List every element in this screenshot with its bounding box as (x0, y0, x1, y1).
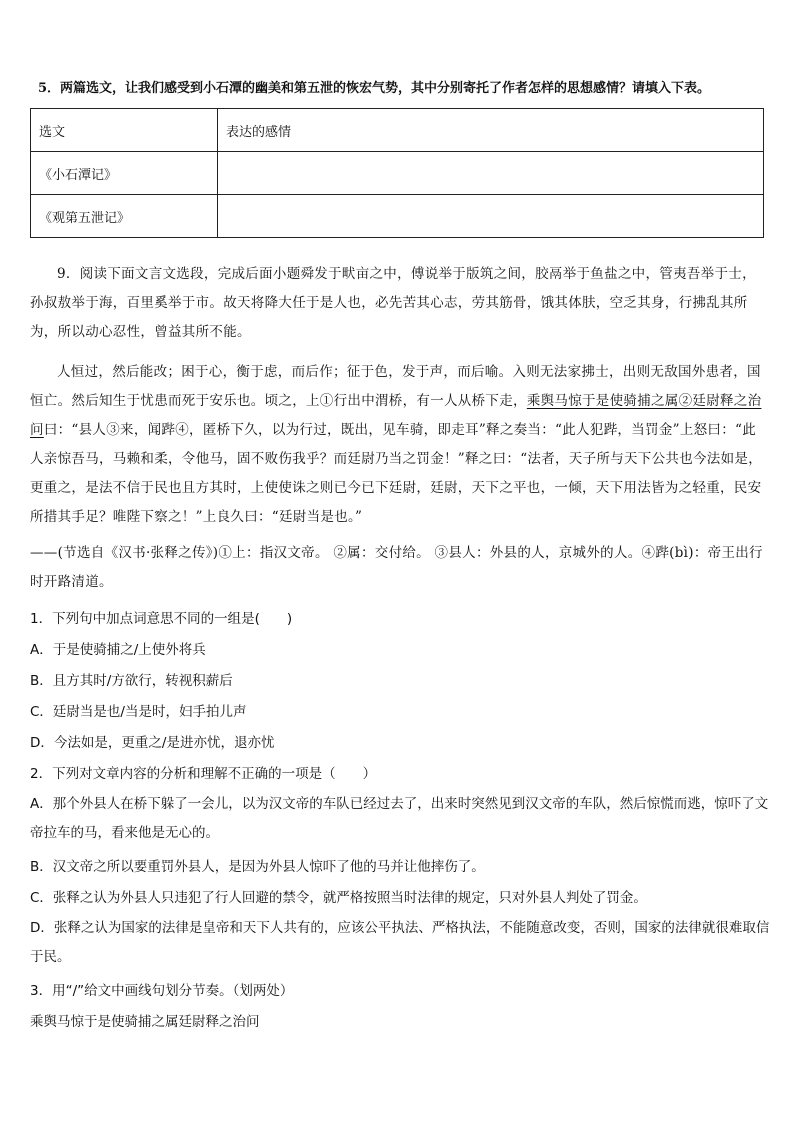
question-5-stem: 5．两篇选文，让我们感受到小石潭的幽美和第五泄的恢宏气势，其中分别寄托了作者怎样的思想感情？请填入下表。 (38, 81, 711, 96)
table-header-cell: 表达的感情 (218, 109, 764, 152)
question-1-option-c: C．廷尉当是也/当是时，妇手拍儿声 (30, 704, 247, 720)
question-1-option-b: B．且方其时/方欲行，转视积薪后 (30, 673, 233, 689)
table-header-cell: 选文 (31, 109, 218, 152)
question-2-option-d: D．张释之认为国家的法律是皇帝和天下人共有的，应该公平执法、严格执法，不能随意改变，否则，国家的法律就很难取信于民。 (30, 920, 770, 965)
question-2-option-c: C．张释之认为外县人只违犯了行人回避的禁令，就严格按照当时法律的规定，只对外县人判处了罚金。 (30, 890, 647, 906)
passage-text: 人恒过，然后能改；困于心，衡于虑，而后作；征于色，发于声，而后喻。入则无法家拂士，出则无敌国外患者，国恒亡。然后知生于忧患而死于安乐也。顷之，上①行出中渭桥，有一人从桥下走， (30, 364, 761, 409)
question-1-option-d: D．今法如是，更重之/是进亦忧，退亦忧 (30, 735, 275, 751)
question-2-stem: 2．下列对文章内容的分析和理解不正确的一项是（ ） (30, 766, 377, 782)
answer-table (30, 108, 764, 238)
passage-text: 曰：“县人③来，闻跸④，匿桥下久，以为行过，既出，见车骑，即走耳”释之奏当：“此人犯跸，当罚金”上怒曰：“此人亲惊吾马，马赖和柔，令他马，固不败伤我乎？而廷尉乃当之罚金！”释之曰：“法者，天子所与天下公共也今法如是，更重之，是法不信于民也且方其时，上使使诛之则已今已下廷尉，廷尉，天下之平也，一倾，天下用法皆为之轻重，民安所措其手足？唯陛下察之！”上良久曰：“廷尉当是也。” (30, 422, 763, 525)
table-row (31, 195, 764, 238)
question-1-stem: 1．下列句中加点词意思不同的一组是( ) (30, 611, 293, 627)
question-1-option-a: A．于是使骑捕之/上使外将兵 (30, 642, 206, 658)
question-3-sentence: 乘舆马惊于是使骑捕之属廷尉释之治问 (30, 1014, 260, 1030)
underlined-sentence: 乘舆马惊于是使骑捕之属②廷尉释之治问 (30, 393, 762, 438)
question-3-stem: 3．用“/”给文中画线句划分节奏。（划两处） (30, 983, 294, 999)
passage-paragraph-2 (30, 358, 764, 532)
table-cell-answer[interactable] (218, 195, 764, 238)
table-cell-title: 《小石潭记》 (31, 152, 218, 195)
question-2-option-b: B．汉文帝之所以要重罚外县人，是因为外县人惊吓了他的马并让他摔伤了。 (30, 859, 485, 875)
passage-paragraph-1: 9．阅读下面文言文选段，完成后面小题舜发于畎亩之中，傅说举于版筑之间，胶鬲举于鱼盐之中，管夷吾举于士，孙叔敖举于海，百里奚举于市。故天将降大任于是人也，必先苦其心志，劳其筋骨，饿其体肤，空乏其身，行拂乱其所为，所以动心忍性，曾益其所不能。 (30, 266, 756, 340)
passage-notes: ——(节选自《汉书·张释之传》)①上：指汉文帝。 ②属：交付给。 ③县人：外县的人，京城外的人。④跸(bì)：帝王出行时开路清道。 (30, 545, 763, 590)
table-row (31, 152, 764, 195)
table-header-row (31, 109, 764, 152)
table-cell-title: 《观第五泄记》 (31, 195, 218, 238)
table-cell-answer[interactable] (218, 152, 764, 195)
question-2-option-a: A．那个外县人在桥下躲了一会儿，以为汉文帝的车队已经过去了，出来时突然见到汉文帝的车队，然后惊慌而逃，惊吓了文帝拉车的马，看来他是无心的。 (30, 796, 769, 841)
